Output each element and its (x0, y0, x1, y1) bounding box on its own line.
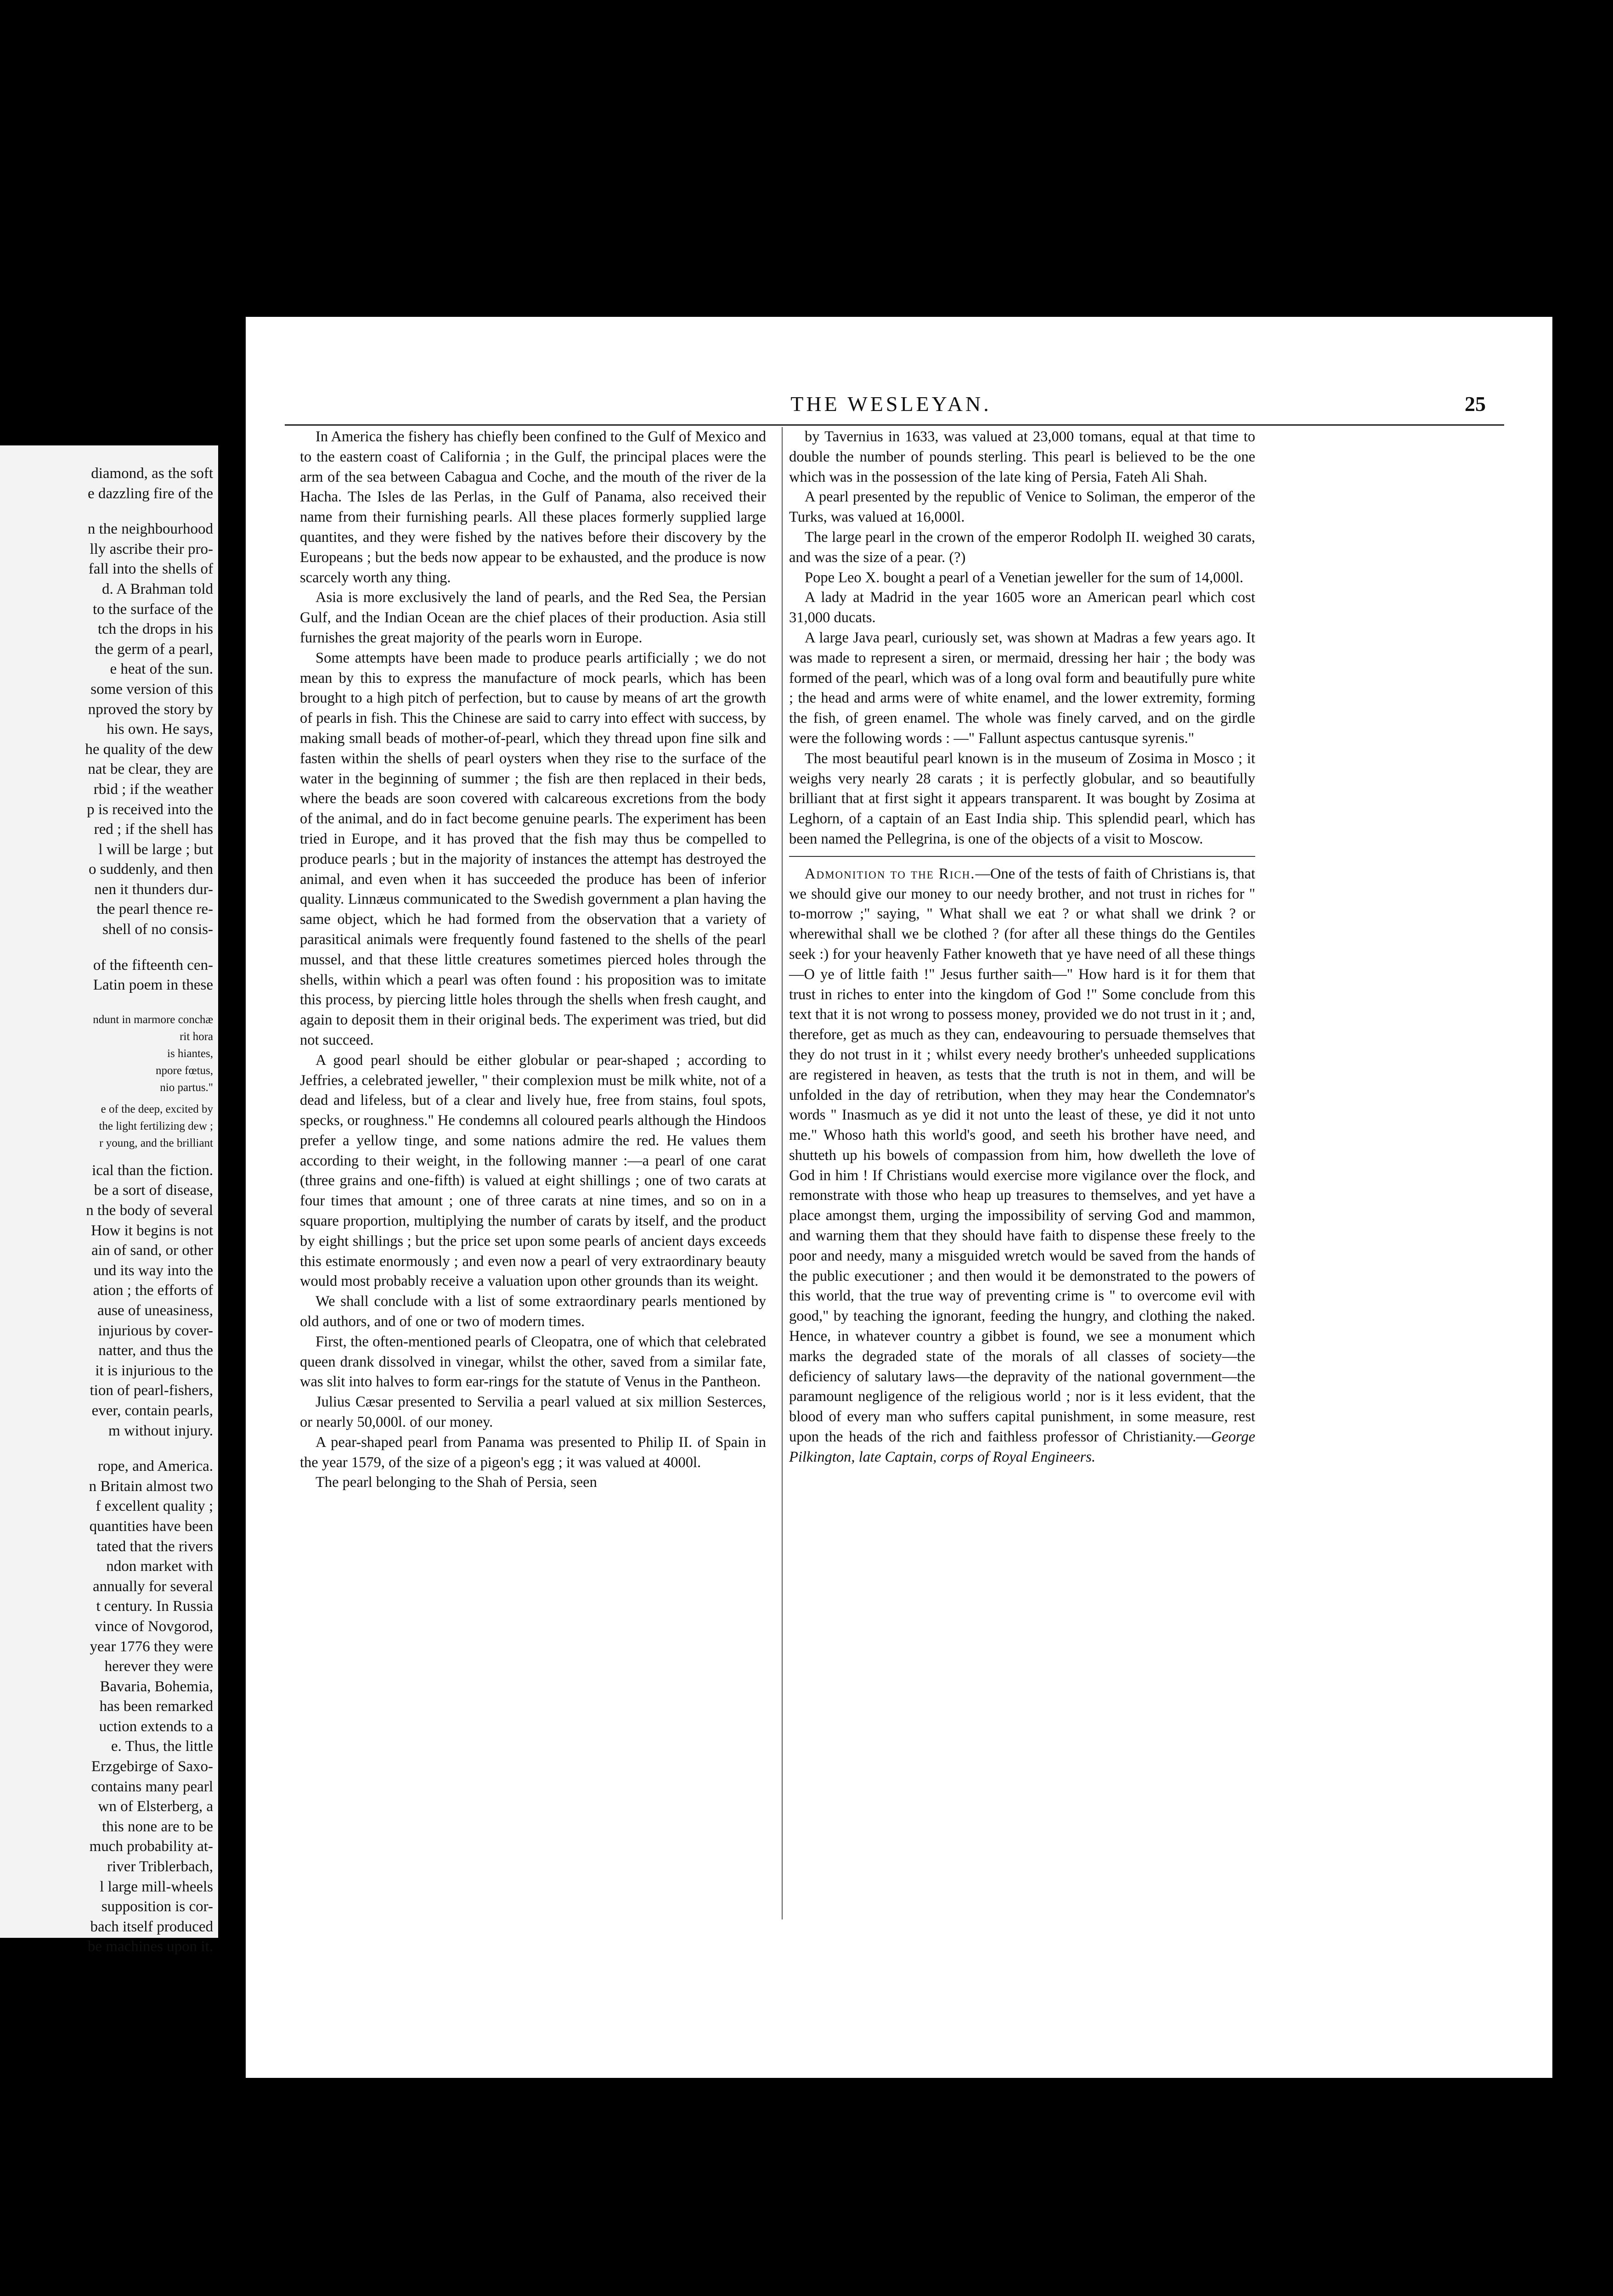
facing-page-line: lly ascribe their pro- (90, 540, 213, 557)
facing-page-line: p is received into the (87, 801, 213, 818)
facing-page-line: fall into the shells of (88, 561, 213, 578)
facing-page-line: nat be clear, they are (88, 761, 213, 778)
facing-page-text (0, 464, 213, 1957)
header-rule (285, 424, 1504, 426)
facing-page-line: bach itself produced (90, 1918, 213, 1935)
facing-page-line: Latin poem in these (93, 977, 213, 994)
facing-page-line: n the body of several (86, 1202, 213, 1219)
facing-page-line: be a sort of disease, (94, 1182, 213, 1199)
page-sheet (246, 317, 1552, 2078)
facing-page-line (0, 504, 213, 519)
facing-page-line: has been remarked (99, 1698, 213, 1715)
paragraph: Some attempts have been made to produce pearls artificially ; we do not mean by this to express the manufacture of mock pearls, which has been brought to a high pitch of perfection, but to cause by means of art the growth of pearls in fish. This the Chinese are said to carry into effect with success, by making small beads of mother-of-pearl, which they thread upon fine silk and fasten within the shells of pearl oysters when they rise to the surface of the water in the beginning of summer ; the fish are then replaced in their beds, where the beads are soon covered with calcareous excretions from the body of the animal, and do in fact become genuine pearls. The experiment has been tried in Europe, and it has proved that the fish may thus be compelled to produce pearls ; but in the majority of instances the attempt has destroyed the animal, and even when it has succeeded the produce has been of inferior quality. Linnæus communicated to the Swedish government a plan having the same object, which he had formed from the observation that a variety of parasitical animals were frequently found fastened to the shells of the pearl mussel, and that these little creatures sometimes pierced holes through the shells, within which a pearl was often found : his proposition was to imitate this process, by piercing little holes through the shells when fresh caught, and again to deposit them in their original beds. The experiment was tried, but did not succeed. (300, 649, 766, 1048)
facing-page-line: l large mill-wheels (100, 1878, 213, 1895)
facing-page-line: n Britain almost two (89, 1478, 213, 1495)
facing-page-line: nen it thunders dur- (94, 881, 213, 898)
paragraph: Julius Cæsar presented to Servilia a pearl valued at six million Sesterces, or nearly 50,000l. of our money. (300, 1394, 766, 1431)
admonition-title: Admonition to the Rich. (805, 865, 976, 882)
facing-page-line: of the fifteenth cen- (93, 957, 213, 974)
facing-page-line: natter, and thus the (98, 1342, 213, 1359)
facing-page-line: ation ; the efforts of (93, 1282, 213, 1299)
page-number: 25 (1465, 392, 1486, 416)
facing-page-line: contains many pearl (91, 1778, 213, 1795)
facing-page-line: m without injury. (108, 1422, 213, 1439)
facing-page-line: tch the drops in his (97, 621, 213, 638)
paragraph: The large pearl in the crown of the emperor Rodolph II. weighed 30 carats, and was the size of a pear. (?) (789, 529, 1255, 566)
section-rule (789, 856, 1255, 857)
facing-page-line: tion of pearl-fishers, (90, 1382, 213, 1399)
facing-page-line: ause of uneasiness, (97, 1302, 213, 1319)
facing-page-line: the germ of a pearl, (95, 641, 213, 658)
facing-page-line: Bavaria, Bohemia, (100, 1678, 213, 1695)
paragraph: We shall conclude with a list of some extraordinary pearls mentioned by old authors, and of one or two of modern times. (300, 1293, 766, 1330)
paragraph: by Tavernius in 1633, was valued at 23,000 tomans, equal at that time to double the number of pounds sterling. This pearl is believed to be the one which was in the possession of the late king of Persia, Fateh Ali Shah. (789, 428, 1255, 485)
facing-page-line: much probability at- (89, 1838, 213, 1855)
facing-page-line: r young, and the brilliant (99, 1137, 213, 1149)
facing-page-line: nproved the story by (88, 701, 213, 718)
facing-page-line: o suddenly, and then (89, 861, 213, 878)
facing-page-fragment (0, 445, 218, 1955)
paragraph: A large Java pearl, curiously set, was shown at Madras a few years ago. It was made to represent a siren, or mermaid, dressing her hair ; the body was formed of the pearl, which was of a long oval form and beautifully pure white ; the head and arms were of white enamel, and the lower extremity, forming the fish, of green enamel. The whole was finely carved, and on the girdle were the following words : —" Fallunt aspectus cantusque syrenis." (789, 629, 1255, 747)
facing-page-line: be machines upon it. (87, 1938, 213, 1955)
facing-page-line: it is injurious to the (95, 1362, 213, 1379)
article-column-right (789, 427, 1255, 1468)
facing-page-line: wn of Elsterberg, a (98, 1798, 213, 1815)
facing-page-line: shell of no consis- (102, 921, 213, 938)
facing-page-line: und its way into the (93, 1262, 213, 1279)
paragraph: The most beautiful pearl known is in the museum of Zosima in Mosco ; it weighs very nearly 28 carats ; it is perfectly globular, and so beautifully brilliant that at first sight it appears transparent. It was bought by Zosima at Leghorn, of a captain of an East India ship. This splendid pearl, which has been named the Pellegrina, is one of the objects of a visit to Moscow. (789, 750, 1255, 847)
facing-page-line: the light fertilizing dew ; (99, 1120, 213, 1132)
facing-page-line: his own. He says, (107, 721, 213, 738)
facing-page-line: e of the deep, excited by (101, 1103, 213, 1115)
facing-page-line: f excellent quality ; (96, 1498, 213, 1515)
paragraph: A pear-shaped pearl from Panama was presented to Philip II. of Spain in the year 1579, of the size of a pigeon's egg ; it was valued at 4000l. (300, 1434, 766, 1471)
facing-page-line: n the neighbourhood (87, 521, 213, 538)
facing-page-line: t century. In Russia (96, 1598, 213, 1615)
facing-page-line: rbid ; if the weather (93, 781, 213, 798)
facing-page-line: supposition is cor- (101, 1898, 213, 1915)
facing-page-line: nio partus." (160, 1081, 213, 1094)
admonition-signature: George Pilkington, late Captain, corps of Royal Engineers. (789, 1429, 1255, 1465)
paragraph: First, the often-mentioned pearls of Cleopatra, one of which that celebrated queen drank dissolved in vinegar, whilst the other, saved from a similar fate, was slit into halves to form ear-rings for the statute of Venus in the Pantheon. (300, 1333, 766, 1390)
facing-page-line: rope, and America. (97, 1458, 213, 1475)
facing-page-line: ain of sand, or other (91, 1242, 213, 1259)
admonition-text: —One of the tests of faith of Christians is, that we should give our money to our needy brother, and not trust in riches for " to-morrow ;" saying, " What shall we eat ? or what shall we drink ? or wherewithal shall we be clothed ? (for after all these things do the Gentiles seek :) for your heavenly Father knoweth that ye have need of all these things—O ye of little faith !" Jesus further saith—" How hard is it for them that trust in riches to enter into the kingdom of God !" Some conclude from this text that it is not wrong to possess money, provided we do not trust in it ; and, therefore, get as much as they can, endeavouring to persuade themselves that they do not trust in it ; whilst every needy brother's unheeded supplications are registered in heaven, as tests that the truth is not in them, and will be unfolded in the day of retribution, when they may hear the Condemnator's words " Inasmuch as ye did it not unto the least of these, ye did it not unto me." Whoso hath this world's good, and seeth his brother have need, and shutteth up his bowels of compassion from him, how dwelleth the love of God in him ! If Christians would exercise more vigilance over the flock, and remonstrate with those who heap up treasures to themselves, and yet have a place amongst them, urging the impossibility of serving God and mammon, and warning them that they should have faith to dispense these freely to the poor and needy, many a misguided wretch would be saved from the hands of the public executioner ; and then would it be demonstrated to the powers of this world, that the true way of preventing crime is " to overcome evil with good," by teaching the ignorant, feeding the hungry, and clothing the naked. Hence, in whatever country a gibbet is found, we see a monument which marks the degraded state of the morals of all classes of society—the deficiency of salutary laws—the depravity of the national government—the paramount negligence of the religious world ; nor is it less evident, that the blood of every man who suffers capital punishment, in some measure, rest upon the heads of the rich and faithless professor of Christianity.— (789, 865, 1255, 1446)
facing-page-line: injurious by cover- (98, 1322, 213, 1339)
facing-page-line: e dazzling fire of the (87, 485, 213, 502)
facing-page-line: ever, contain pearls, (91, 1402, 213, 1419)
facing-page-line: tated that the rivers (96, 1538, 213, 1555)
facing-page-line: l will be large ; but (98, 841, 213, 858)
facing-page-line: is hiantes, (167, 1047, 213, 1060)
facing-page-line: d. A Brahman told (102, 580, 213, 597)
facing-page-line: e heat of the sun. (110, 661, 213, 678)
running-title: THE WESLEYAN. (790, 392, 992, 416)
facing-page-line: year 1776 they were (90, 1638, 213, 1655)
facing-page-line: e. Thus, the little (111, 1738, 213, 1755)
facing-page-line: river Triblerbach, (107, 1858, 213, 1875)
paragraph: A pearl presented by the republic of Venice to Soliman, the emperor of the Turks, was valued at 16,000l. (789, 489, 1255, 526)
paragraph: A lady at Madrid in the year 1605 wore an American pearl which cost 31,000 ducats. (789, 589, 1255, 626)
facing-page-line: ndunt in marmore conchæ (93, 1013, 213, 1026)
admonition-paragraph (789, 864, 1255, 1468)
facing-page-line: to the surface of the (92, 601, 213, 618)
article-column-left (300, 427, 766, 1493)
paragraph: Asia is more exclusively the land of pearls, and the Red Sea, the Persian Gulf, and the Indian Ocean are the chief places of their production. Asia still furnishes the great majority of the pearls worn in Europe. (300, 589, 766, 646)
facing-page-line: vince of Novgorod, (95, 1618, 213, 1635)
facing-page-line: herever they were (104, 1658, 213, 1675)
facing-page-line: npore fœtus, (156, 1064, 213, 1077)
facing-page-line: rit hora (180, 1030, 213, 1043)
facing-page-line: quantities have been (89, 1518, 213, 1535)
facing-page-line (0, 940, 213, 956)
facing-page-line: ndon market with (106, 1558, 213, 1575)
running-head (296, 390, 1486, 418)
paragraph: In America the fishery has chiefly been confined to the Gulf of Mexico and to the eastern coast of California ; in the Gulf, the principal places were the arm of the sea between Cabagua and Coche, and the mouth of the river de la Hacha. The Isles de las Perlas, in the Gulf of Panama, also received their name from their furnishing pearls. All these places formerly supplied large quantites, and they were fished by the natives before their discovery by the Europeans ; but the beds now appear to be exhausted, and the produce is now scarcely worth any thing. (300, 428, 766, 586)
facing-page-line: Erzgebirge of Saxo- (91, 1758, 213, 1775)
paragraph: The pearl belonging to the Shah of Persia, seen (316, 1474, 597, 1491)
column-divider (782, 427, 783, 1919)
facing-page-line (0, 1441, 213, 1457)
facing-page-line: annually for several (92, 1578, 213, 1595)
facing-page-line: uction extends to a (99, 1718, 213, 1735)
facing-page-line: this none are to be (102, 1818, 213, 1835)
facing-page-line: the pearl thence re- (96, 901, 213, 918)
facing-page-line: he quality of the dew (85, 741, 213, 758)
facing-page-line: How it begins is not (91, 1222, 213, 1239)
facing-page-line: diamond, as the soft (91, 465, 213, 482)
facing-page-line: some version of this (90, 681, 213, 698)
paragraph: Pope Leo X. bought a pearl of a Venetian jeweller for the sum of 14,000l. (805, 569, 1244, 586)
facing-page-line: ical than the fiction. (92, 1162, 213, 1179)
facing-page-line: red ; if the shell has (94, 821, 213, 838)
paragraph: A good pearl should be either globular or pear-shaped ; according to Jeffries, a celebrated jeweller, " their complexion must be milk white, not of a dead and lifeless, but of a clear and lively hue, free from stains, foul spots, specks, or roughness." He condemns all coloured pearls although the Hindoos prefer a yellow tinge, and some nations admire the red. He values them according to their weight, in the following manner :—a pearl of one carat (three grains and one-fifth) is valued at eight shillings ; one of two carats at four times that amount ; one of three carats at nine times, and so on in a square proportion, multiplying the number of carats by itself, and the product by eight shillings ; but the price set upon some pearls of ancient days exceeds this estimate enormously ; and even now a pearl of very extraordinary beauty would most probably receive a valuation upon other grounds than its weight. (300, 1052, 766, 1290)
